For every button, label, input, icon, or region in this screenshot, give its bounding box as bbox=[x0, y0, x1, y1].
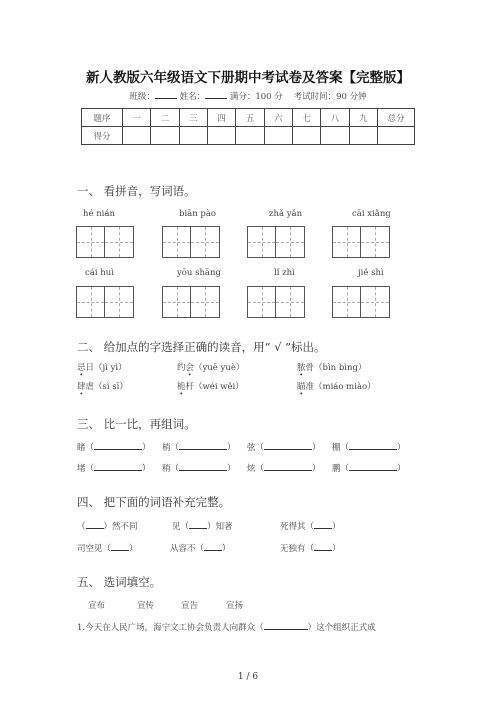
section4-heading: 四、 把下面的词语补充完整。 bbox=[77, 495, 231, 509]
compare-item[interactable] bbox=[247, 461, 321, 474]
idiom-item[interactable] bbox=[172, 519, 233, 532]
exam-info bbox=[0, 90, 496, 102]
answer-blank[interactable] bbox=[264, 461, 312, 471]
score-cell[interactable] bbox=[264, 127, 292, 145]
dotted-char: 忌 bbox=[77, 363, 86, 373]
header-cell: 九 bbox=[349, 109, 377, 127]
compare-char: 堵（ bbox=[77, 464, 95, 474]
compare-char: 炫（ bbox=[247, 464, 265, 474]
answer-blank[interactable] bbox=[349, 440, 397, 450]
compare-item[interactable] bbox=[162, 440, 236, 453]
section3-heading: 三、 比一比，再组词。 bbox=[77, 417, 196, 431]
header-cell: 八 bbox=[321, 109, 349, 127]
question-1[interactable] bbox=[77, 620, 376, 633]
idiom-post: ）然不同 bbox=[103, 522, 138, 532]
header-cell: 总分 bbox=[378, 109, 415, 127]
writing-grid[interactable] bbox=[76, 226, 134, 258]
close-paren: ） bbox=[142, 443, 151, 453]
compare-item[interactable] bbox=[77, 461, 151, 474]
question-text: 1.今天在人民广场，海宁文工协会负责人向群众（ bbox=[77, 623, 264, 633]
reading-options: 杆（wéi wěi） bbox=[185, 382, 244, 392]
compare-item[interactable] bbox=[332, 461, 406, 474]
compare-char: 睹（ bbox=[77, 443, 95, 453]
idiom-item[interactable] bbox=[280, 541, 341, 554]
compare-item[interactable] bbox=[247, 440, 321, 453]
class-blank[interactable] bbox=[155, 90, 177, 99]
close-paren: ） bbox=[397, 464, 406, 474]
dotted-char: 肆 bbox=[77, 382, 86, 392]
section1-heading: 一、 看拼音，写词语。 bbox=[77, 184, 196, 198]
reading-item[interactable] bbox=[297, 380, 376, 392]
score-cell[interactable] bbox=[207, 127, 235, 145]
close-paren: ） bbox=[142, 464, 151, 474]
close-paren: ） bbox=[397, 443, 406, 453]
compare-char: 梢（ bbox=[162, 443, 180, 453]
reading-item[interactable] bbox=[297, 361, 366, 373]
score-cell[interactable] bbox=[321, 127, 349, 145]
score-cell[interactable] bbox=[349, 127, 377, 145]
score-cell[interactable] bbox=[179, 127, 207, 145]
writing-grid[interactable] bbox=[247, 286, 305, 318]
writing-grid[interactable] bbox=[247, 226, 305, 258]
answer-blank[interactable] bbox=[204, 541, 222, 551]
close-paren: ） bbox=[312, 443, 321, 453]
idiom-item[interactable] bbox=[77, 541, 138, 554]
pinyin: lǐ zhì bbox=[274, 268, 295, 278]
pinyin: cái huì bbox=[85, 268, 114, 278]
pinyin: zhǎ yǎn bbox=[269, 209, 303, 219]
compare-item[interactable] bbox=[162, 461, 236, 474]
dotted-char: 会 bbox=[185, 363, 195, 373]
score-cell[interactable] bbox=[292, 127, 320, 145]
answer-blank[interactable] bbox=[179, 440, 227, 450]
score-cell[interactable] bbox=[236, 127, 264, 145]
answer-blank[interactable] bbox=[314, 519, 332, 529]
reading-options: （yuē yuè） bbox=[194, 363, 245, 373]
name-label: 姓名： bbox=[179, 92, 206, 102]
idiom-pre: 见（ bbox=[172, 522, 190, 532]
reading-options: 骨（bìn bìng） bbox=[305, 363, 367, 373]
idiom-post: ） bbox=[129, 544, 138, 554]
idiom-pre: 无独有（ bbox=[280, 544, 315, 554]
reading-options: 准（miáo miào） bbox=[305, 382, 376, 392]
header-cell: 题序 bbox=[82, 109, 123, 127]
score-cell[interactable] bbox=[151, 127, 179, 145]
compare-item[interactable] bbox=[77, 440, 151, 453]
section2-heading: 二、 给加点的字选择正确的读音，用“ √ ”标出。 bbox=[77, 340, 326, 354]
page-title: 新人教版六年级语文下册期中考试卷及答案【完整版】 bbox=[86, 70, 410, 86]
header-cell: 四 bbox=[207, 109, 235, 127]
writing-grid[interactable] bbox=[162, 226, 220, 258]
score-value-row bbox=[82, 127, 415, 145]
idiom-pre: （ bbox=[77, 522, 86, 532]
word-option: 宣告 bbox=[181, 601, 199, 611]
idiom-item[interactable] bbox=[280, 519, 341, 532]
close-paren: ） bbox=[312, 464, 321, 474]
compare-char: 鹏（ bbox=[332, 464, 350, 474]
reading-options: 日（jì yì） bbox=[85, 363, 127, 373]
idiom-pre: 从容不（ bbox=[170, 544, 205, 554]
reading-options: 虐（sì sī） bbox=[85, 382, 128, 392]
pinyin: cāi xiǎng bbox=[352, 209, 391, 219]
answer-blank[interactable] bbox=[111, 541, 129, 551]
answer-blank[interactable] bbox=[179, 461, 227, 471]
answer-blank[interactable] bbox=[94, 461, 142, 471]
idiom-item[interactable] bbox=[170, 541, 231, 554]
name-blank[interactable] bbox=[205, 90, 227, 99]
pinyin: hé nián bbox=[83, 209, 115, 219]
reading-item[interactable] bbox=[177, 361, 244, 373]
idiom-post: ） bbox=[332, 522, 341, 532]
idiom-post: ） bbox=[222, 544, 231, 554]
idiom-item[interactable] bbox=[77, 519, 138, 532]
compare-char: 弦（ bbox=[247, 443, 265, 453]
idiom-pre: 死得其（ bbox=[280, 522, 315, 532]
writing-grid[interactable] bbox=[332, 226, 390, 258]
header-cell: 五 bbox=[236, 109, 264, 127]
section5-heading: 五、 选词填空。 bbox=[77, 575, 162, 589]
page-number: 1 / 6 bbox=[237, 672, 259, 682]
score-table bbox=[81, 108, 415, 145]
header-cell: 二 bbox=[151, 109, 179, 127]
idiom-post: ）知著 bbox=[207, 522, 233, 532]
compare-item[interactable] bbox=[332, 440, 406, 453]
close-paren: ） bbox=[227, 443, 236, 453]
answer-blank[interactable] bbox=[264, 440, 312, 450]
dotted-char: 脓 bbox=[297, 363, 306, 373]
answer-blank[interactable] bbox=[264, 620, 308, 630]
writing-grid[interactable] bbox=[332, 286, 390, 318]
answer-blank[interactable] bbox=[314, 541, 332, 551]
header-cell: 六 bbox=[264, 109, 292, 127]
word-option: 宣传 bbox=[137, 601, 155, 611]
dotted-char: 桅 bbox=[177, 382, 186, 392]
pinyin: yōu shāng bbox=[177, 268, 221, 278]
word-option: 宣扬 bbox=[226, 601, 244, 611]
class-label: 班级： bbox=[129, 92, 155, 102]
reading-item[interactable] bbox=[77, 361, 127, 373]
dotted-char: 瞄 bbox=[297, 382, 306, 392]
score-cell[interactable] bbox=[378, 127, 415, 145]
idiom-post: ） bbox=[332, 544, 341, 554]
pinyin: jiě shì bbox=[358, 268, 384, 278]
answer-blank[interactable] bbox=[349, 461, 397, 471]
plain-char: 约 bbox=[177, 363, 186, 373]
full-score: 满分：100 分 bbox=[229, 92, 283, 102]
word-option: 宣布 bbox=[88, 601, 106, 611]
writing-grid[interactable] bbox=[76, 286, 134, 318]
idiom-pre: 司空见（ bbox=[77, 544, 112, 554]
answer-blank[interactable] bbox=[86, 519, 104, 529]
header-cell: 三 bbox=[179, 109, 207, 127]
reading-item[interactable] bbox=[177, 380, 244, 392]
answer-blank[interactable] bbox=[94, 440, 142, 450]
close-paren: ） bbox=[227, 464, 236, 474]
exam-time: 考试时间：90 分钟 bbox=[293, 92, 367, 102]
compare-char: 稍（ bbox=[162, 464, 180, 474]
writing-grid[interactable] bbox=[162, 286, 220, 318]
score-cell[interactable] bbox=[123, 127, 151, 145]
pinyin: biān pào bbox=[179, 209, 217, 219]
header-cell: 一 bbox=[123, 109, 151, 127]
compare-char: 棚（ bbox=[332, 443, 350, 453]
header-cell: 七 bbox=[292, 109, 320, 127]
reading-item[interactable] bbox=[77, 380, 128, 392]
score-label: 得分 bbox=[82, 127, 123, 145]
question-text: ）这个组织正式成 bbox=[307, 623, 376, 633]
answer-blank[interactable] bbox=[189, 519, 207, 529]
score-header-row bbox=[82, 109, 415, 127]
